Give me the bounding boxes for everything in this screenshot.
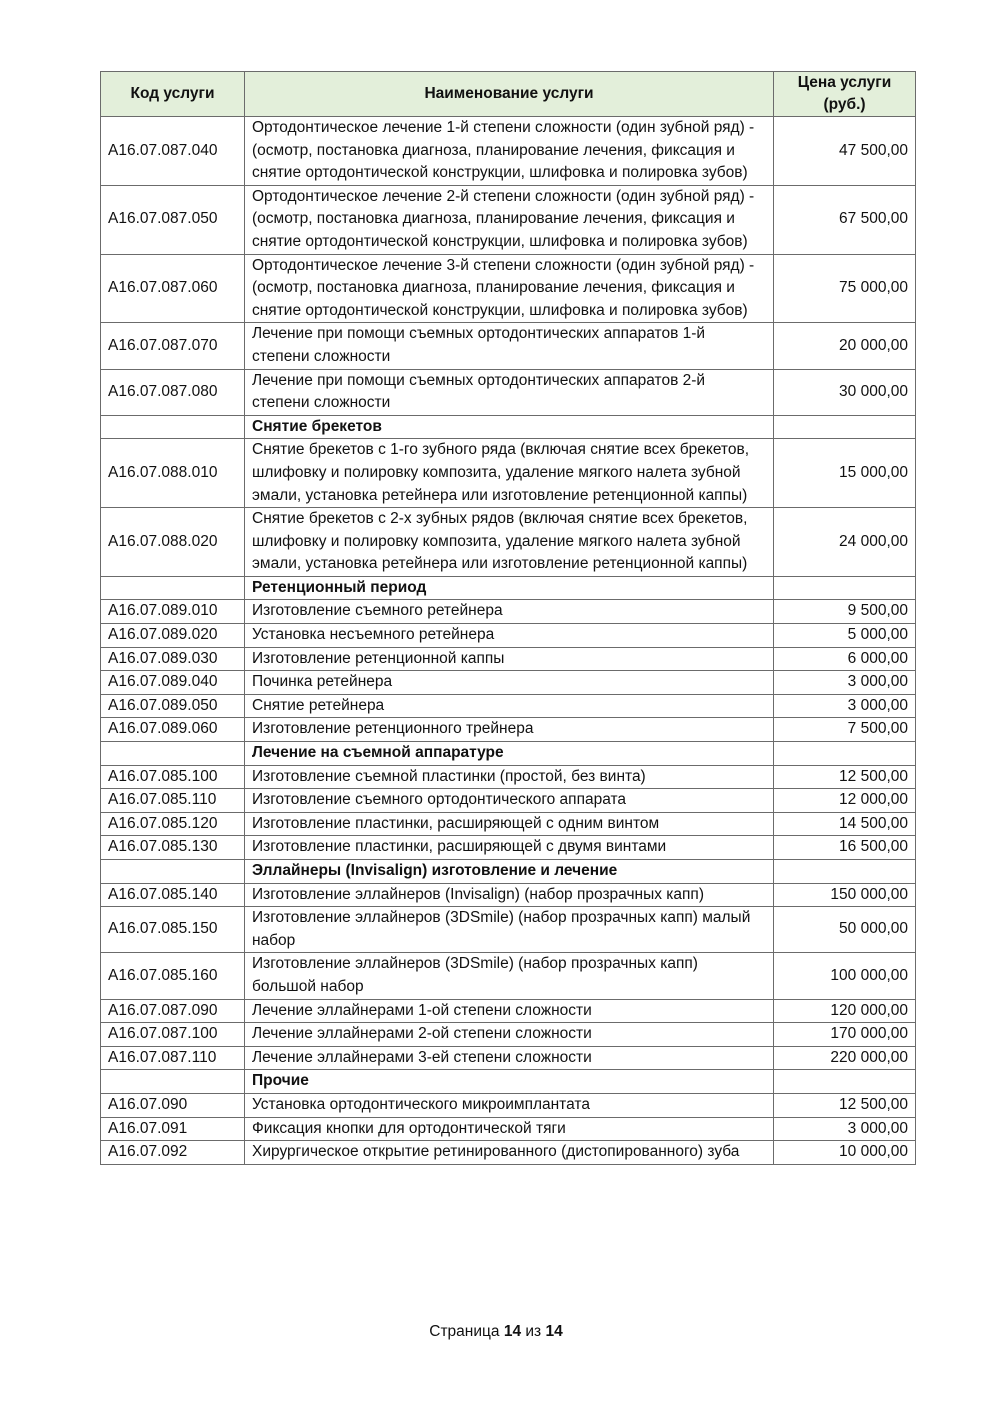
code-cell: A16.07.085.160 bbox=[101, 953, 245, 999]
code-cell: A16.07.085.140 bbox=[101, 883, 245, 907]
price-cell: 9 500,00 bbox=[774, 600, 916, 624]
price-cell: 3 000,00 bbox=[774, 1117, 916, 1141]
price-cell: 12 500,00 bbox=[774, 1093, 916, 1117]
page-number-total: 14 bbox=[545, 1323, 563, 1340]
table-row bbox=[101, 999, 916, 1023]
name-cell: Фиксация кнопки для ортодонтической тяги bbox=[245, 1117, 774, 1141]
code-cell: A16.07.089.050 bbox=[101, 694, 245, 718]
price-cell: 14 500,00 bbox=[774, 812, 916, 836]
page-footer bbox=[0, 1323, 992, 1341]
table-row bbox=[101, 600, 916, 624]
code-cell: A16.07.087.070 bbox=[101, 323, 245, 369]
name-cell: Изготовление съемного ретейнера bbox=[245, 600, 774, 624]
price-cell: 30 000,00 bbox=[774, 369, 916, 415]
table-row bbox=[101, 1046, 916, 1070]
price-cell: 3 000,00 bbox=[774, 671, 916, 695]
price-cell: 7 500,00 bbox=[774, 718, 916, 742]
price-cell: 67 500,00 bbox=[774, 185, 916, 254]
name-cell: Починка ретейнера bbox=[245, 671, 774, 695]
section-title: Эллайнеры (Invisalign) изготовление и лечение bbox=[245, 860, 774, 884]
section-title: Ретенционный период bbox=[245, 576, 774, 600]
table-row bbox=[101, 117, 916, 186]
table-row bbox=[101, 185, 916, 254]
table-row bbox=[101, 1093, 916, 1117]
code-cell: A16.07.087.050 bbox=[101, 185, 245, 254]
code-cell bbox=[101, 576, 245, 600]
price-cell bbox=[774, 860, 916, 884]
table-row bbox=[101, 953, 916, 999]
name-cell: Изготовление съемной пластинки (простой, без винта) bbox=[245, 765, 774, 789]
price-cell: 15 000,00 bbox=[774, 439, 916, 508]
section-row bbox=[101, 860, 916, 884]
code-cell: A16.07.085.110 bbox=[101, 789, 245, 813]
code-cell bbox=[101, 742, 245, 766]
name-cell: Снятие ретейнера bbox=[245, 694, 774, 718]
price-cell: 12 500,00 bbox=[774, 765, 916, 789]
table-row bbox=[101, 323, 916, 369]
code-cell: A16.07.089.060 bbox=[101, 718, 245, 742]
price-list-sheet bbox=[100, 71, 915, 1165]
name-cell: Изготовление пластинки, расширяющей с одним винтом bbox=[245, 812, 774, 836]
header-code: Код услуги bbox=[101, 72, 245, 117]
price-cell bbox=[774, 576, 916, 600]
code-cell bbox=[101, 1070, 245, 1094]
header-row bbox=[101, 72, 916, 117]
name-cell: Ортодонтическое лечение 2-й степени сложности (один зубной ряд) - (осмотр, постановка диагноза, планирование лечения, фиксация и снятие ортодонтической конструкции, шлифовка и полировка зубов) bbox=[245, 185, 774, 254]
table-row bbox=[101, 883, 916, 907]
table-header bbox=[101, 72, 916, 117]
code-cell: A16.07.088.010 bbox=[101, 439, 245, 508]
code-cell: A16.07.087.080 bbox=[101, 369, 245, 415]
table-row bbox=[101, 718, 916, 742]
table-row bbox=[101, 624, 916, 648]
page-number-current: 14 bbox=[503, 1323, 522, 1340]
code-cell: A16.07.088.020 bbox=[101, 508, 245, 577]
table-row bbox=[101, 369, 916, 415]
table-row bbox=[101, 671, 916, 695]
code-cell: A16.07.087.090 bbox=[101, 999, 245, 1023]
price-cell: 150 000,00 bbox=[774, 883, 916, 907]
name-cell: Лечение при помощи съемных ортодонтических аппаратов 1-й степени сложности bbox=[245, 323, 774, 369]
table-row bbox=[101, 647, 916, 671]
table-row bbox=[101, 789, 916, 813]
code-cell: A16.07.087.060 bbox=[101, 254, 245, 323]
section-title: Лечение на съемной аппаратуре bbox=[245, 742, 774, 766]
price-cell: 5 000,00 bbox=[774, 624, 916, 648]
code-cell: A16.07.089.020 bbox=[101, 624, 245, 648]
table-row bbox=[101, 765, 916, 789]
table-body bbox=[101, 117, 916, 1165]
price-cell: 12 000,00 bbox=[774, 789, 916, 813]
price-cell: 120 000,00 bbox=[774, 999, 916, 1023]
name-cell: Установка несъемного ретейнера bbox=[245, 624, 774, 648]
name-cell: Ортодонтическое лечение 3-й степени сложности (один зубной ряд) - (осмотр, постановка диагноза, планирование лечения, фиксация и снятие ортодонтической конструкции, шлифовка и полировка зубов) bbox=[245, 254, 774, 323]
price-cell bbox=[774, 742, 916, 766]
name-cell: Снятие брекетов с 1-го зубного ряда (включая снятие всех брекетов, шлифовку и полировку композита, удаление мягкого налета зубной эмали, установка ретейнера или изготовление ретенционной каппы) bbox=[245, 439, 774, 508]
price-cell: 10 000,00 bbox=[774, 1141, 916, 1165]
code-cell: A16.07.090 bbox=[101, 1093, 245, 1117]
header-price: Цена услуги (руб.) bbox=[774, 72, 916, 117]
name-cell: Хирургическое открытие ретинированного (дистопированного) зуба bbox=[245, 1141, 774, 1165]
code-cell: A16.07.089.040 bbox=[101, 671, 245, 695]
name-cell: Изготовление съемного ортодонтического аппарата bbox=[245, 789, 774, 813]
code-cell: A16.07.091 bbox=[101, 1117, 245, 1141]
table-row bbox=[101, 694, 916, 718]
price-cell: 170 000,00 bbox=[774, 1023, 916, 1047]
page-number-prefix: Страница bbox=[429, 1323, 500, 1340]
code-cell: A16.07.085.100 bbox=[101, 765, 245, 789]
price-cell: 47 500,00 bbox=[774, 117, 916, 186]
price-cell: 100 000,00 bbox=[774, 953, 916, 999]
table-row bbox=[101, 254, 916, 323]
price-cell: 16 500,00 bbox=[774, 836, 916, 860]
price-cell: 220 000,00 bbox=[774, 1046, 916, 1070]
price-table bbox=[100, 71, 916, 1165]
section-row bbox=[101, 1070, 916, 1094]
price-cell: 24 000,00 bbox=[774, 508, 916, 577]
code-cell: A16.07.089.010 bbox=[101, 600, 245, 624]
code-cell bbox=[101, 860, 245, 884]
name-cell: Лечение при помощи съемных ортодонтических аппаратов 2-й степени сложности bbox=[245, 369, 774, 415]
table-row bbox=[101, 907, 916, 953]
price-cell bbox=[774, 415, 916, 439]
name-cell: Изготовление пластинки, расширяющей с двумя винтами bbox=[245, 836, 774, 860]
name-cell: Лечение эллайнерами 2-ой степени сложности bbox=[245, 1023, 774, 1047]
table-row bbox=[101, 812, 916, 836]
table-row bbox=[101, 439, 916, 508]
price-cell: 20 000,00 bbox=[774, 323, 916, 369]
table-row bbox=[101, 508, 916, 577]
code-cell: A16.07.085.150 bbox=[101, 907, 245, 953]
table-row bbox=[101, 836, 916, 860]
name-cell: Изготовление эллайнеров (3DSmile) (набор прозрачных капп) малый набор bbox=[245, 907, 774, 953]
price-cell: 50 000,00 bbox=[774, 907, 916, 953]
code-cell: A16.07.087.100 bbox=[101, 1023, 245, 1047]
section-title: Снятие брекетов bbox=[245, 415, 774, 439]
code-cell: A16.07.087.110 bbox=[101, 1046, 245, 1070]
section-row bbox=[101, 576, 916, 600]
price-cell: 6 000,00 bbox=[774, 647, 916, 671]
name-cell: Ортодонтическое лечение 1-й степени сложности (один зубной ряд) - (осмотр, постановка диагноза, планирование лечения, фиксация и снятие ортодонтической конструкции, шлифовка и полировка зубов) bbox=[245, 117, 774, 186]
name-cell: Лечение эллайнерами 1-ой степени сложности bbox=[245, 999, 774, 1023]
table-row bbox=[101, 1023, 916, 1047]
name-cell: Изготовление эллайнеров (3DSmile) (набор прозрачных капп) большой набор bbox=[245, 953, 774, 999]
name-cell: Лечение эллайнерами 3-ей степени сложности bbox=[245, 1046, 774, 1070]
section-row bbox=[101, 415, 916, 439]
code-cell: A16.07.085.120 bbox=[101, 812, 245, 836]
code-cell: A16.07.087.040 bbox=[101, 117, 245, 186]
section-title: Прочие bbox=[245, 1070, 774, 1094]
price-cell: 3 000,00 bbox=[774, 694, 916, 718]
table-row bbox=[101, 1117, 916, 1141]
section-row bbox=[101, 742, 916, 766]
header-name: Наименование услуги bbox=[245, 72, 774, 117]
code-cell: A16.07.085.130 bbox=[101, 836, 245, 860]
name-cell: Изготовление ретенционной каппы bbox=[245, 647, 774, 671]
code-cell bbox=[101, 415, 245, 439]
table-row bbox=[101, 1141, 916, 1165]
name-cell: Изготовление ретенционного трейнера bbox=[245, 718, 774, 742]
name-cell: Установка ортодонтического микроимплантата bbox=[245, 1093, 774, 1117]
name-cell: Изготовление эллайнеров (Invisalign) (набор прозрачных капп) bbox=[245, 883, 774, 907]
code-cell: A16.07.092 bbox=[101, 1141, 245, 1165]
name-cell: Снятие брекетов с 2-х зубных рядов (включая снятие всех брекетов, шлифовку и полировку композита, удаление мягкого налета зубной эмали, установка ретейнера или изготовление ретенционной каппы) bbox=[245, 508, 774, 577]
price-cell bbox=[774, 1070, 916, 1094]
code-cell: A16.07.089.030 bbox=[101, 647, 245, 671]
page-number-separator: из bbox=[525, 1323, 542, 1340]
price-cell: 75 000,00 bbox=[774, 254, 916, 323]
